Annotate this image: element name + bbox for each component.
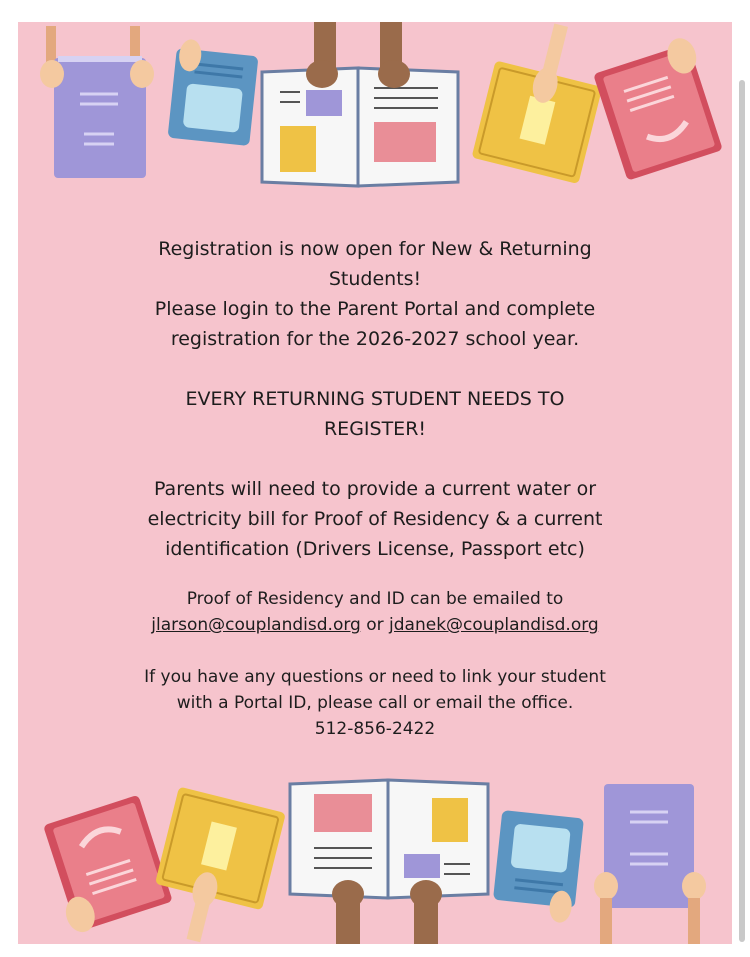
registration-line-2: Students! xyxy=(328,268,422,290)
parents-line-3: identification (Drivers License, Passport etc) xyxy=(165,538,585,560)
parents-line-1: Parents will need to provide a current water or xyxy=(153,478,597,500)
open-book-icon xyxy=(262,22,458,186)
proof-email-info xyxy=(78,586,672,638)
flyer xyxy=(18,22,732,944)
every-returning-notice xyxy=(78,384,672,444)
registration-line-1: Registration is now open for New & Returning xyxy=(158,238,592,260)
questions-line-1: If you have any questions or need to link your student xyxy=(144,667,606,687)
parents-requirements xyxy=(78,474,672,564)
questions-info xyxy=(78,664,672,742)
flyer-body xyxy=(78,234,672,742)
purple-book-icon xyxy=(594,784,706,944)
blue-tablet-icon xyxy=(168,38,260,146)
every-line-1: EVERY RETURNING STUDENT NEEDS TO xyxy=(185,388,565,410)
questions-line-2: with a Portal ID, please call or email the office. xyxy=(176,693,574,713)
yellow-book-icon xyxy=(144,787,286,944)
top-illustration xyxy=(18,22,732,192)
email-connector: or xyxy=(366,615,384,635)
blue-tablet-icon xyxy=(491,810,584,924)
purple-book-icon xyxy=(40,26,154,178)
open-book-icon xyxy=(290,780,488,944)
red-book-icon xyxy=(591,34,727,180)
red-book-icon xyxy=(37,795,173,936)
email-link-jlarson[interactable]: jlarson@couplandisd.org xyxy=(151,615,361,635)
every-line-2: REGISTER! xyxy=(323,418,427,440)
parents-line-2: electricity bill for Proof of Residency & a current xyxy=(147,508,603,530)
yellow-book-icon xyxy=(472,22,615,184)
login-line-2: registration for the 2026-2027 school year. xyxy=(170,328,580,350)
login-line-1: Please login to the Parent Portal and complete xyxy=(154,298,596,320)
phone-number: 512-856-2422 xyxy=(314,719,436,739)
email-link-jdanek[interactable]: jdanek@couplandisd.org xyxy=(389,615,599,635)
registration-announcement xyxy=(78,234,672,354)
vertical-scrollbar[interactable] xyxy=(739,80,745,942)
proof-line: Proof of Residency and ID can be emailed to xyxy=(186,589,564,609)
bottom-illustration xyxy=(18,774,732,944)
